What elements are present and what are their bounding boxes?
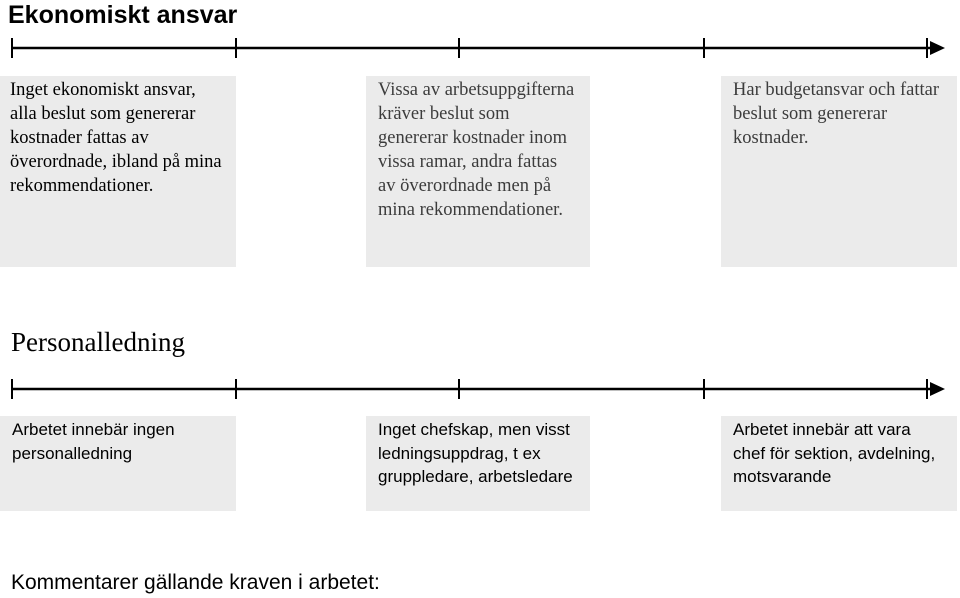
economic-box-high: Har budgetansvar och fattar beslut som genererar kostnader.	[721, 76, 957, 267]
comments-label: Kommentarer gällande kraven i arbetet:	[11, 571, 380, 594]
scale-personnel	[0, 377, 960, 401]
heading-personnel-management: Personalledning	[11, 327, 185, 357]
arrow-head-icon	[930, 41, 945, 55]
personnel-box-low: Arbetet innebär ingen personalledning	[0, 416, 236, 511]
personnel-box-high: Arbetet innebär att vara chef för sektion, avdelning, motsvarande	[721, 416, 957, 511]
economic-box-low: Inget ekonomiskt ansvar, alla beslut som genererar kostnader fattas av överordnade, ibland på mina rekommendationer.	[0, 76, 236, 267]
arrow-head-icon	[930, 382, 945, 396]
personnel-box-medium: Inget chefskap, men visst ledningsuppdrag, t ex gruppledare, arbetsledare	[366, 416, 590, 511]
heading-economic-responsibility: Ekonomiskt ansvar	[8, 1, 238, 29]
economic-box-medium: Vissa av arbetsuppgifterna kräver beslut som genererar kostnader inom vissa ramar, andra fattas av överordnade men på mina rekommendationer.	[366, 76, 590, 267]
scale-economic	[0, 36, 960, 60]
